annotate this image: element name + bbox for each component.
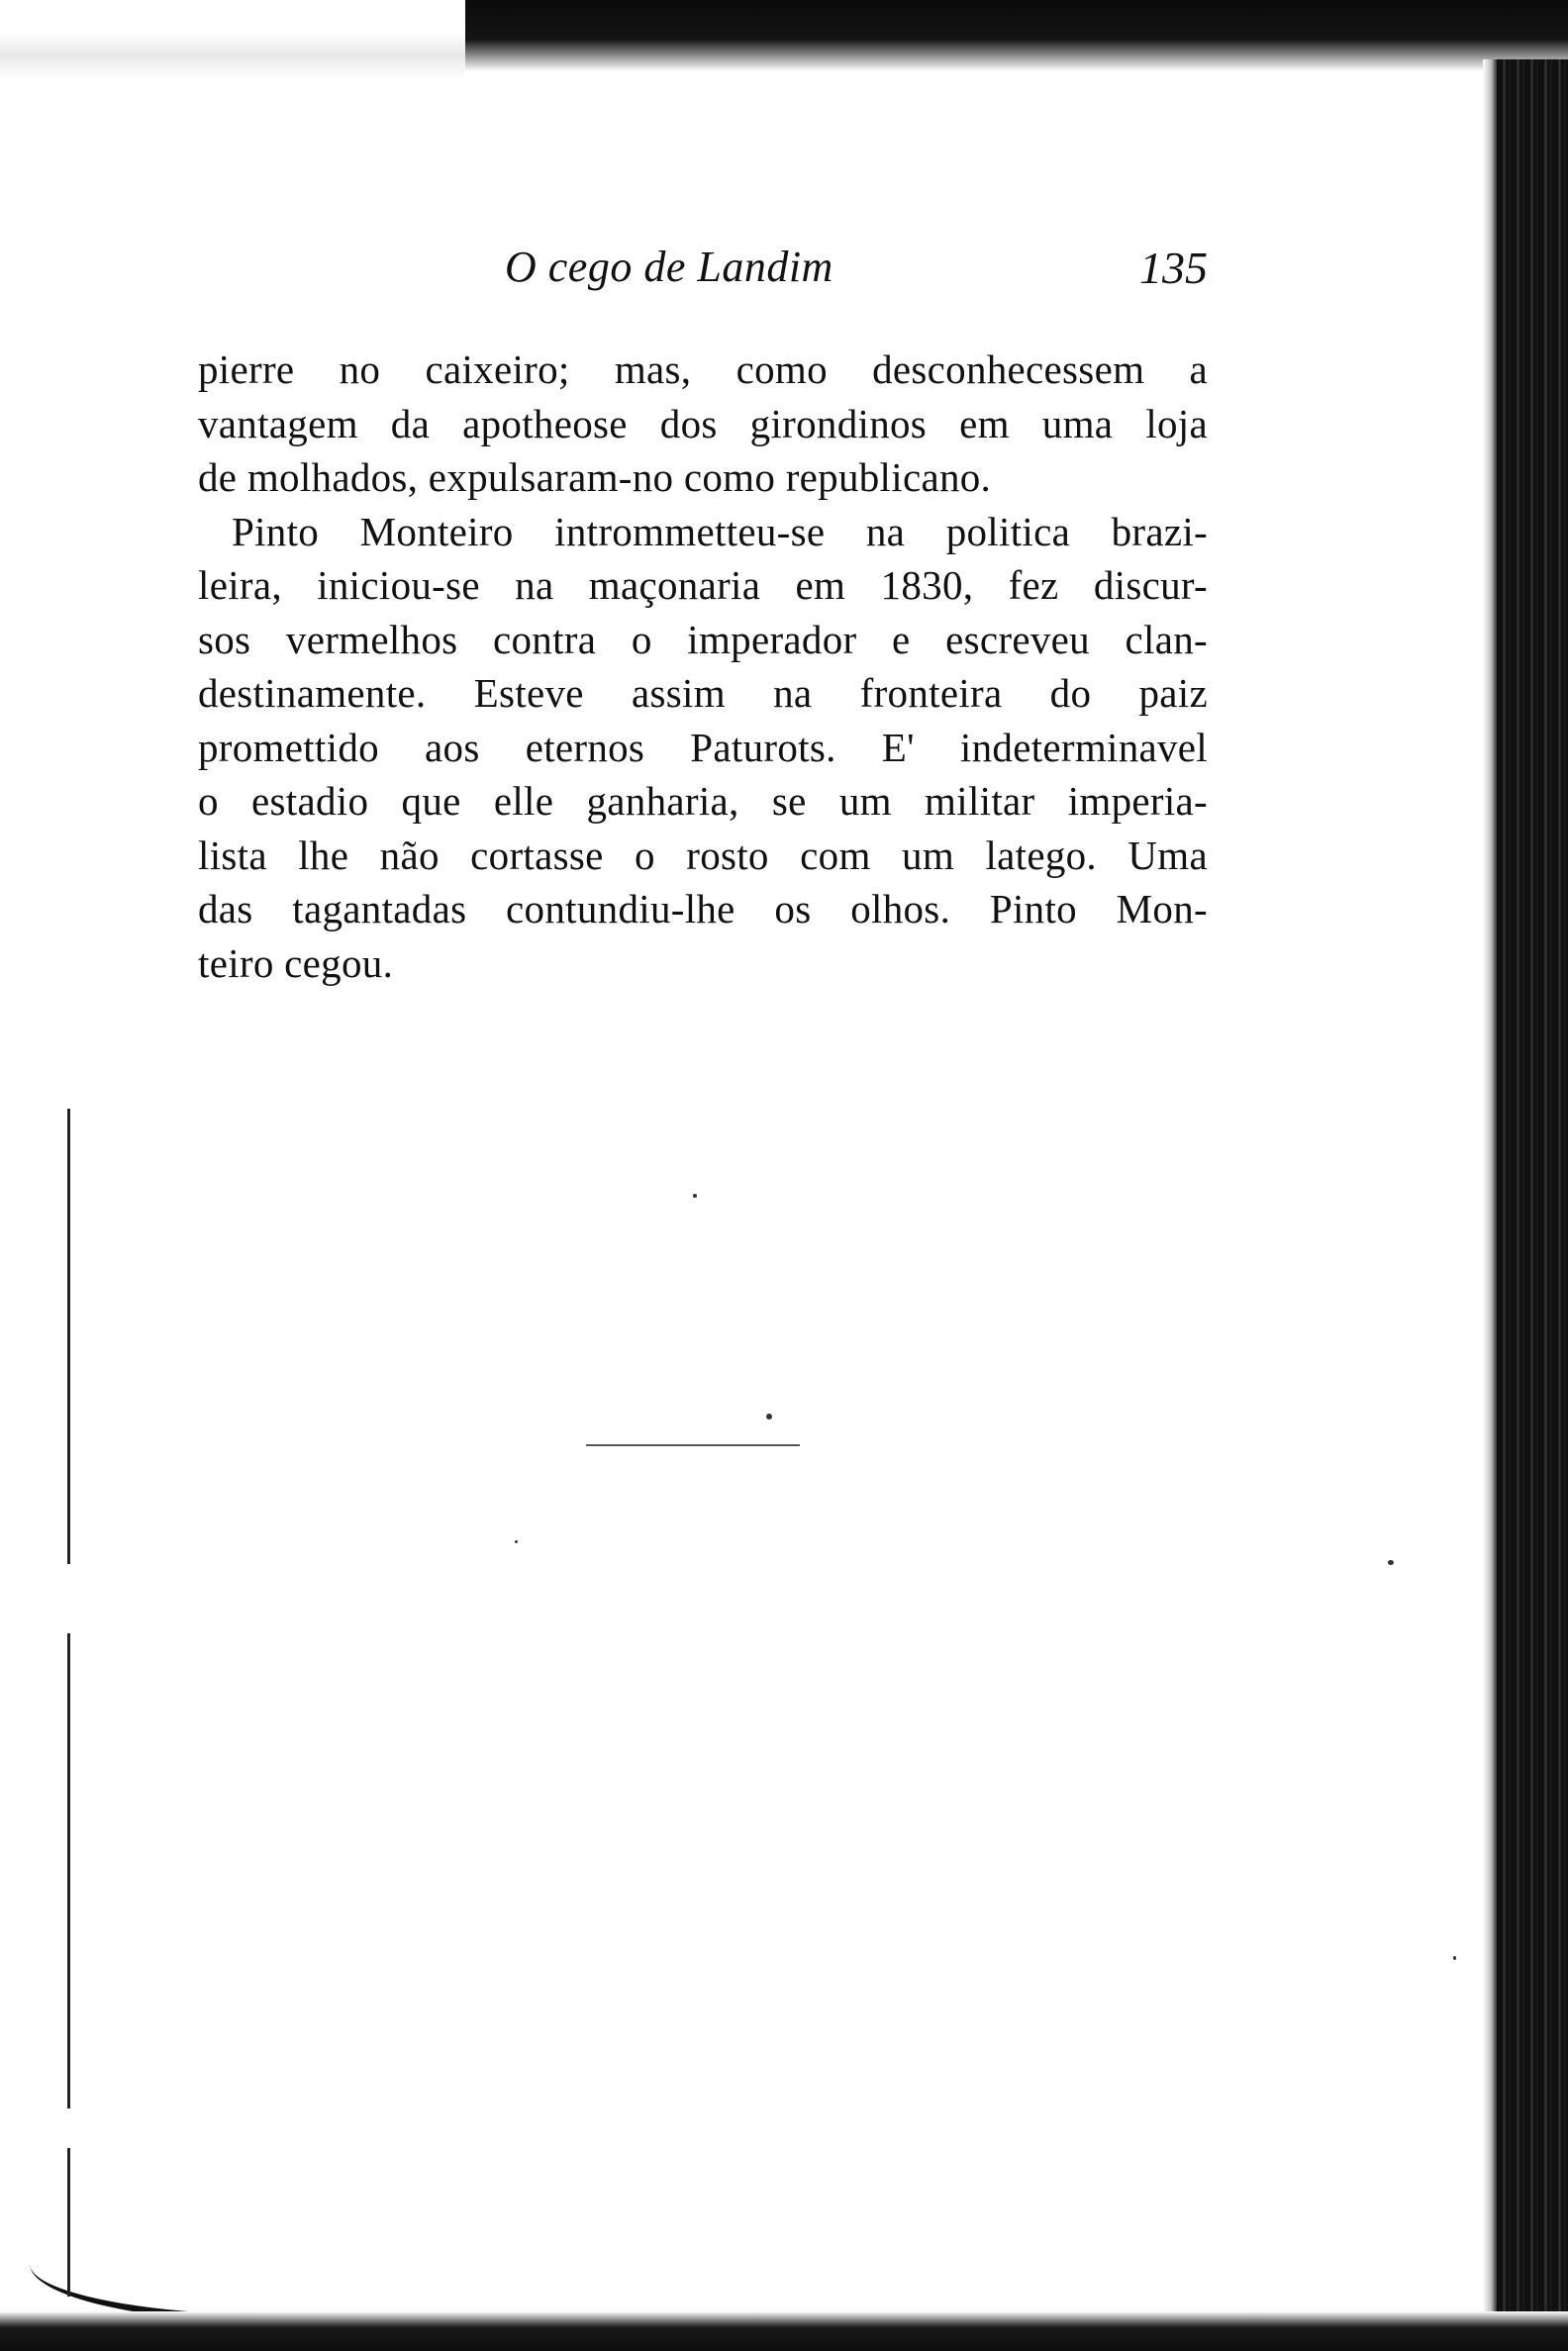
page-number: 135 [1139, 243, 1208, 293]
body-text [198, 343, 1208, 990]
text-line: o estadio que elle ganharia, se um militar imperia- [198, 778, 1208, 824]
scan-left-mark-3 [67, 2148, 70, 2297]
scan-right-edge [1497, 59, 1568, 2336]
scan-speck [515, 1540, 518, 1543]
scan-bottom-edge [0, 2311, 1568, 2351]
running-title: O cego de Landim [505, 243, 833, 291]
section-rule [586, 1444, 800, 1446]
text-line: leira, iniciou-se na maçonaria em 1830, fez discur- [198, 562, 1208, 608]
scan-speck [766, 1414, 772, 1420]
scan-top-edge-fade [0, 0, 465, 79]
scan-speck [1388, 1560, 1394, 1565]
text-line: das tagantadas contundiu-lhe os olhos. Pinto Mon- [198, 886, 1208, 931]
text-line: promettido aos eternos Paturots. E' indeterminavel [198, 724, 1208, 770]
text-line: pierre no caixeiro; mas, como desconhecessem a [198, 346, 1208, 392]
text-line: de molhados, expulsaram-no como republicano. [198, 454, 992, 500]
text-line: sos vermelhos contra o imperador e escreveu clan- [198, 616, 1208, 662]
text-line: destinamente. Esteve assim na fronteira do paiz [198, 670, 1208, 716]
scan-right-edge-shadow [1483, 59, 1497, 2336]
scan-speck [1453, 1956, 1456, 1960]
scan-left-mark-1 [67, 1109, 70, 1564]
text-line: teiro cegou. [198, 939, 394, 986]
scan-left-mark-2 [67, 1633, 70, 2108]
text-line: Pinto Monteiro intrommetteu-se na politica brazi- [232, 508, 1208, 554]
text-line: vantagem da apotheose dos girondinos em uma loja [198, 400, 1208, 446]
running-head [198, 242, 1208, 301]
text-line: lista lhe não cortasse o rosto com um latego. Uma [198, 832, 1208, 878]
scan-speck [693, 1194, 697, 1198]
